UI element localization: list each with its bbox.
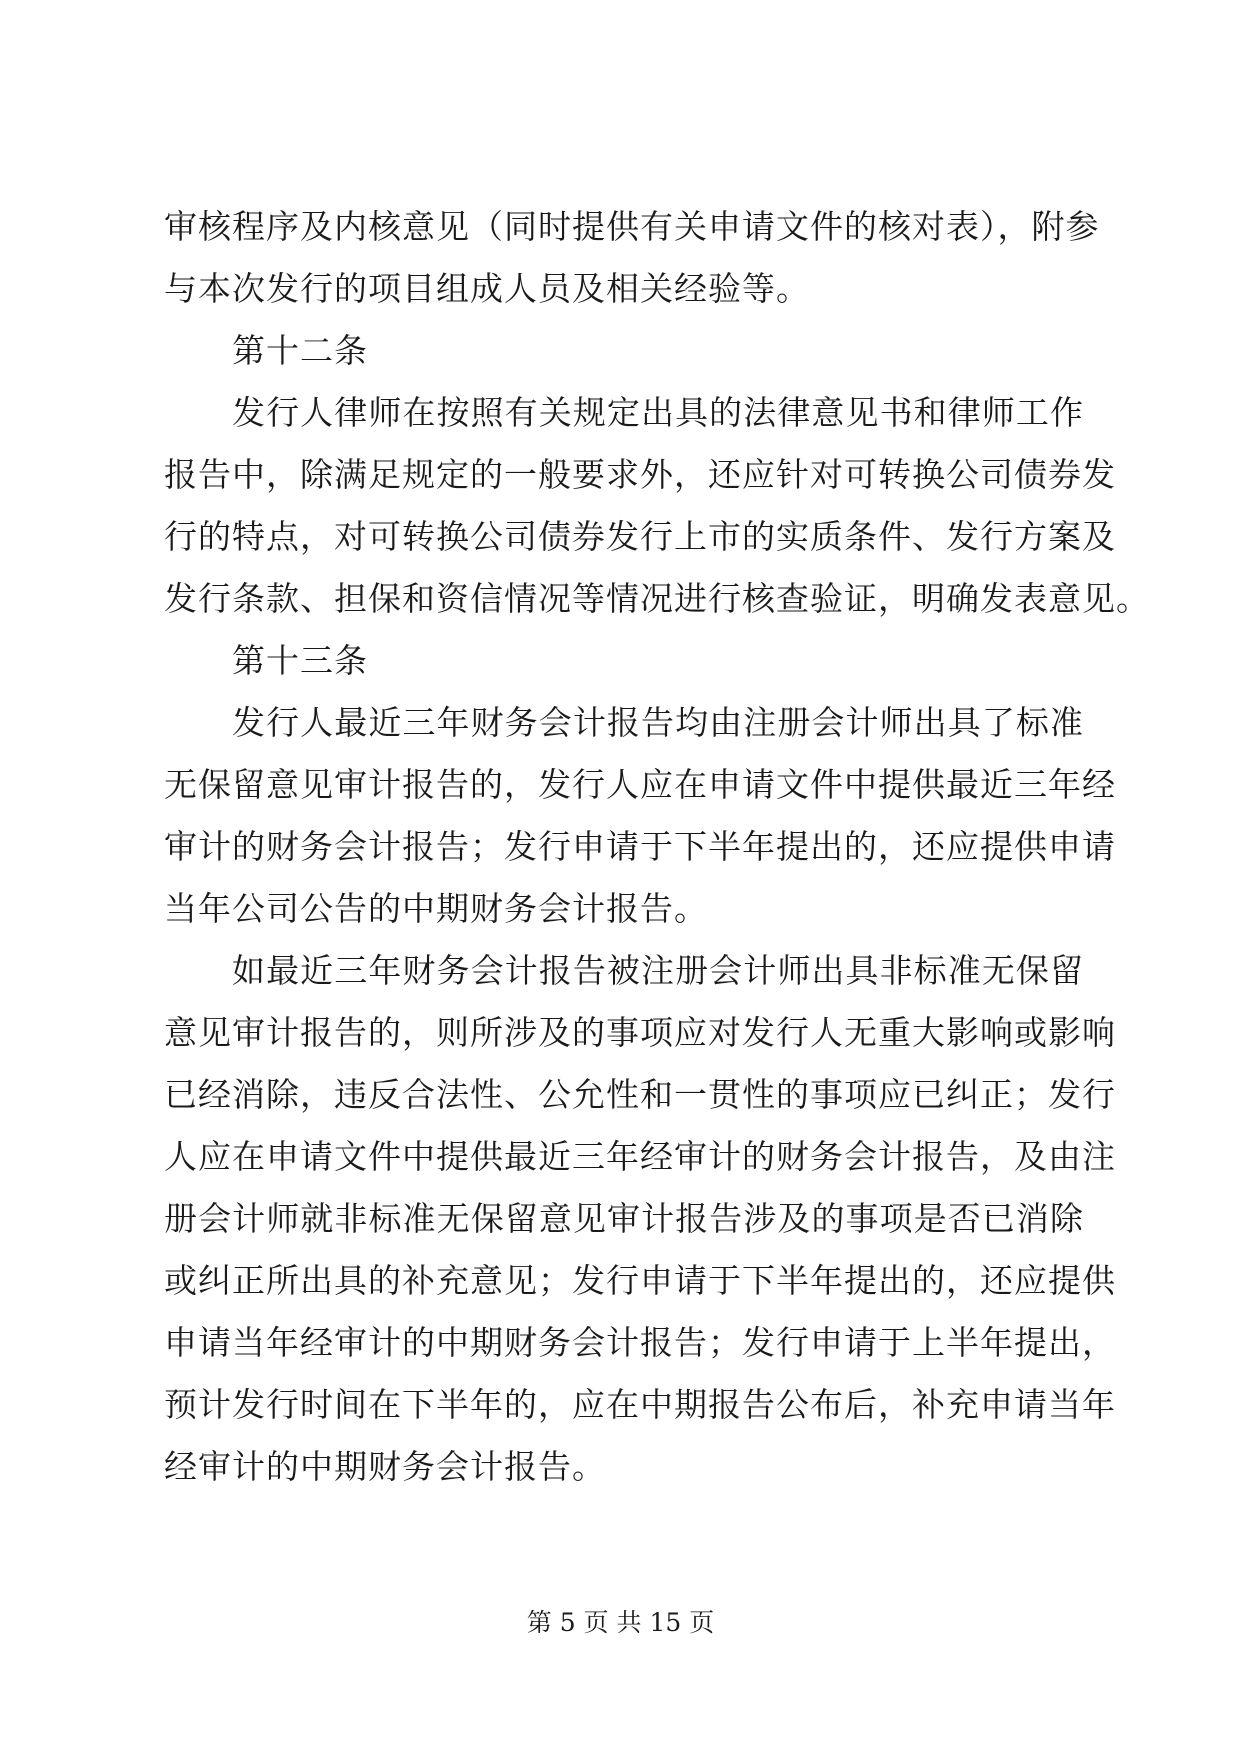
text-line-1: 审核程序及内核意见（同时提供有关申请文件的核对表），附参 bbox=[164, 207, 1100, 246]
article-heading-12: 第十二条 bbox=[232, 331, 368, 370]
text-line-16: 人应在申请文件中提供最近三年经审计的财务会计报告，及由注 bbox=[164, 1137, 1116, 1176]
article-heading-13: 第十三条 bbox=[232, 641, 368, 680]
text-line-12: 当年公司公告的中期财务会计报告。 bbox=[164, 889, 708, 928]
text-line-5: 报告中，除满足规定的一般要求外，还应针对可转换公司债券发 bbox=[164, 455, 1116, 494]
text-line-6: 行的特点，对可转换公司债券发行上市的实质条件、发行方案及 bbox=[164, 517, 1116, 556]
text-line-13: 如最近三年财务会计报告被注册会计师出具非标准无保留 bbox=[232, 951, 1084, 990]
text-line-7: 发行条款、担保和资信情况等情况进行核查验证，明确发表意见。 bbox=[164, 579, 1150, 618]
text-line-9: 发行人最近三年财务会计报告均由注册会计师出具了标准 bbox=[232, 703, 1084, 742]
text-line-4: 发行人律师在按照有关规定出具的法律意见书和律师工作 bbox=[232, 393, 1084, 432]
text-line-11: 审计的财务会计报告；发行申请于下半年提出的，还应提供申请 bbox=[164, 827, 1116, 866]
text-line-21: 经审计的中期财务会计报告。 bbox=[164, 1447, 606, 1486]
text-line-15: 已经消除，违反合法性、公允性和一贯性的事项应已纠正；发行 bbox=[164, 1075, 1116, 1114]
text-line-20: 预计发行时间在下半年的，应在中期报告公布后，补充申请当年 bbox=[164, 1385, 1116, 1424]
text-line-18: 或纠正所出具的补充意见；发行申请于下半年提出的，还应提供 bbox=[164, 1261, 1116, 1300]
text-line-2: 与本次发行的项目组成人员及相关经验等。 bbox=[164, 269, 810, 308]
page-footer: 第 5 页 共 15 页 bbox=[526, 1608, 715, 1637]
text-line-14: 意见审计报告的，则所涉及的事项应对发行人无重大影响或影响 bbox=[164, 1013, 1116, 1052]
text-line-10: 无保留意见审计报告的，发行人应在申请文件中提供最近三年经 bbox=[164, 765, 1116, 804]
text-line-17: 册会计师就非标准无保留意见审计报告涉及的事项是否已消除 bbox=[164, 1199, 1084, 1238]
text-line-19: 申请当年经审计的中期财务会计报告；发行申请于上半年提出， bbox=[164, 1323, 1116, 1362]
